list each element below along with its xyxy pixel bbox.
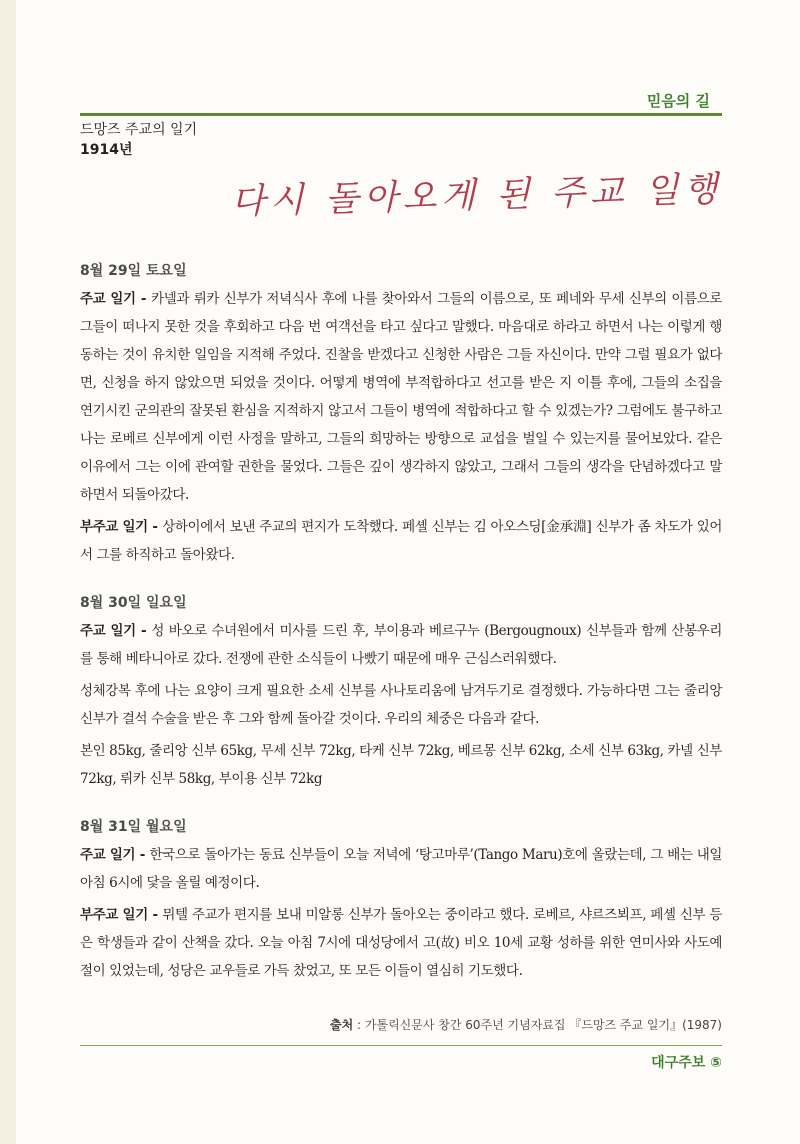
- entry-paragraph: [80, 737, 722, 793]
- top-divider: [80, 113, 722, 116]
- diary-entry-aug-31: [80, 814, 722, 985]
- paragraph-text: 뮈텔 주교가 편지를 보내 미알롱 신부가 돌아오는 중이라고 했다. 로베르, 샤르즈뵈프, 페셸 신부 등은 학생들과 같이 산책을 갔다. 오늘 아침 7시에 대성당에서 고(故) 비오 10세 교황 성하를 위한 연미사와 사도예절이 있었는데, 성당은 교우들로 가득 찼었고, 또 모든 이들이 열심히 기도했다.: [80, 907, 722, 979]
- entry-paragraph: [80, 677, 722, 733]
- paragraph-lead: 주교 일기 -: [80, 847, 150, 863]
- headline: 다시 돌아오게 된 주교 일행: [230, 169, 723, 223]
- source-citation: [330, 1016, 722, 1033]
- paragraph-text: 상하이에서 보낸 주교의 편지가 도착했다. 페셸 신부는 김 아오스딩[金承淵] 신부가 좀 차도가 있어서 그를 하직하고 돌아왔다.: [80, 519, 723, 563]
- entry-date: 8월 31일 월요일: [80, 819, 187, 835]
- paragraph-text: 성 바오로 수녀원에서 미사를 드린 후, 부이용과 베르구누 (Bergougnoux) 신부들과 함께 산봉우리를 통해 베타니아로 갔다. 전쟁에 관한 소식들이 나빴기 때문에 매우 근심스러워했다.: [80, 623, 722, 667]
- entry-paragraph: [80, 513, 722, 569]
- section-label: 믿음의 길: [646, 92, 710, 110]
- book-title: 드망즈 주교의 일기: [80, 122, 198, 138]
- entry-date: 8월 29일 토요일: [80, 263, 187, 279]
- publication-footer: 대구주보 ⑤: [651, 1055, 722, 1071]
- paragraph-text: 성체강복 후에 나는 요양이 크게 필요한 소세 신부를 사나토리움에 남겨두기로 결정했다. 가능하다면 그는 줄리앙 신부가 결석 수술을 받은 후 그와 함께 돌아갈 것이다. 우리의 체중은 다음과 같다.: [80, 683, 722, 727]
- source-text: : 가톨릭신문사 창간 60주년 기념자료집 『드망즈 주교 일기』(1987): [353, 1018, 722, 1032]
- source-label: 출처: [330, 1018, 354, 1032]
- entry-paragraph: [80, 617, 722, 673]
- paragraph-text: 한국으로 돌아가는 동료 신부들이 오늘 저녁에 ‘탕고마루’(Tango Maru)호에 올랐는데, 그 배는 내일 아침 6시에 닻을 올릴 예정이다.: [80, 847, 722, 891]
- book-info: [80, 120, 197, 160]
- paragraph-lead: 주교 일기 -: [80, 623, 152, 639]
- entry-date: 8월 30일 일요일: [80, 595, 187, 611]
- entry-paragraph: [80, 285, 722, 509]
- diary-entry-aug-30: [80, 590, 722, 793]
- diary-entry-aug-29: [80, 258, 722, 569]
- entry-paragraph: [80, 901, 722, 985]
- paragraph-lead: 부주교 일기 -: [80, 519, 163, 535]
- book-year: 1914년: [80, 142, 133, 158]
- entry-paragraph: [80, 841, 722, 897]
- diary-content: [80, 258, 722, 1006]
- paragraph-lead: 부주교 일기 -: [80, 907, 163, 923]
- paragraph-text: 카넬과 뤼카 신부가 저녁식사 후에 나를 찾아와서 그들의 이름으로, 또 페네와 무세 신부의 이름으로 그들이 떠나지 못한 것을 후회하고 다음 번 여객선을 타고 싶다고 말했다. 마음대로 하라고 하면서 나는 이렇게 행동하는 것이 유치한 일임을 지적해 주었다. 진찰을 받겠다고 신청한 사람은 그들 자신이다. 만약 그럴 필요가 없다면, 신청을 하지 않았으면 되었을 것이다. 어떻게 병역에 부적합하다고 선고를 받은 지 이틀 후에, 그들의 소집을 연기시킨 군의관의 잘못된 환심을 지적하지 않고서 그들이 병역에 적합하다고 할 수 있겠는가? 그럼에도 불구하고 나는 로베르 신부에게 이런 사정을 말하고, 그들의 희망하는 방향으로 교섭을 벌일 수 있는지를 물어보았다. 같은 이유에서 그는 이에 관여할 권한을 물었다. 그들은 깊이 생각하지 않았고, 그래서 그들의 생각을 단념하겠다고 말하면서 되돌아갔다.: [80, 291, 723, 503]
- page-edge: [0, 0, 16, 1144]
- paragraph-text: 본인 85kg, 줄리앙 신부 65kg, 무세 신부 72kg, 타케 신부 72kg, 베르몽 신부 62kg, 소세 신부 63kg, 카넬 신부 72kg, 뤼카 신부 58kg, 부이용 신부 72kg: [80, 743, 722, 787]
- bottom-divider: [80, 1045, 722, 1046]
- paragraph-lead: 주교 일기 -: [80, 291, 152, 307]
